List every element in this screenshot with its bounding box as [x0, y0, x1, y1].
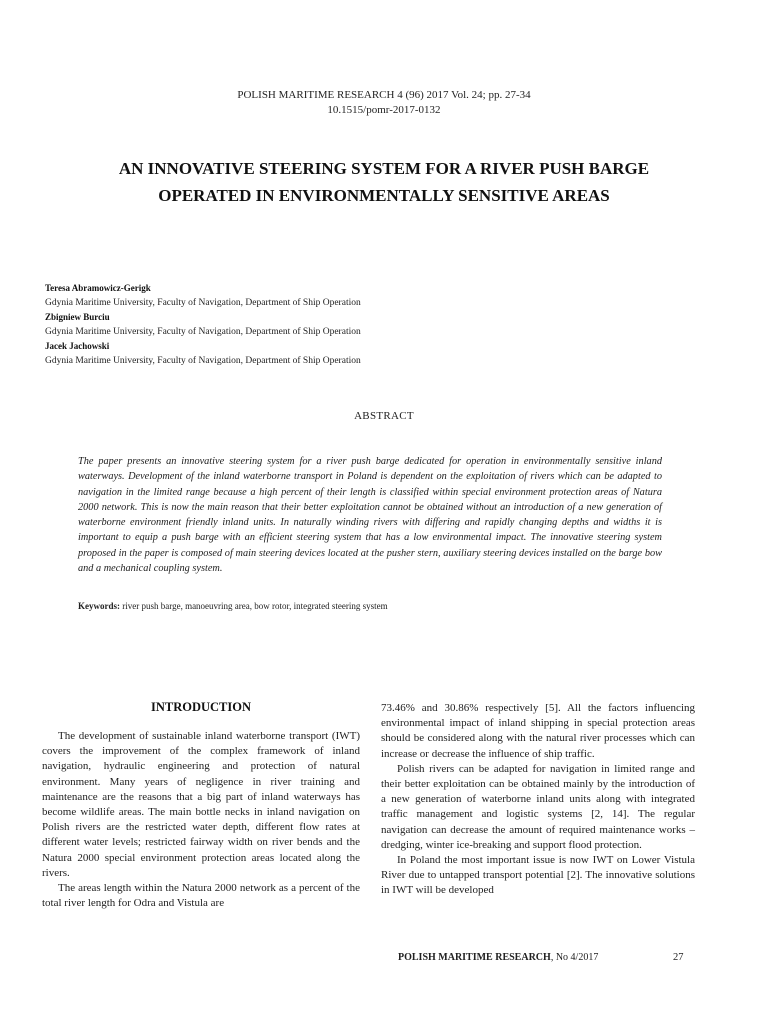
page-footer	[398, 952, 598, 963]
author-name: Teresa Abramowicz-Gerigk	[45, 283, 151, 293]
abstract-text: The paper presents an innovative steering system for a river push barge dedicated for operation in environmentally sensitive inland waterways. Development of the inland waterborne transport in Poland is dependent on the exploitation of rivers which can be adapted to navigation in the limited range because a high percent of their length is classified within special environment protection areas of Natura 2000 network. This is now the main reason that their better exploitation cannot be obtained without an introduction of a new generation of waterborne environment friendly inland units. In naturally winding rivers with differing and rapidly changing depths and widths it is important to equip a push barge with an efficient steering system that has a low environmental impact. The innovative steering system proposed in the paper is composed of main steering devices located at the pusher stern, auxiliary steering devices installed on the barge bow and a mechanical coupling system.	[78, 456, 662, 575]
footer-issue: , No 4/2017	[550, 952, 599, 963]
journal-citation: POLISH MARITIME RESEARCH 4 (96) 2017 Vol. 24; pp. 27-34	[237, 89, 531, 101]
journal-header	[0, 88, 768, 118]
body-paragraph: 73.46% and 30.86% respectively [5]. All the factors influencing environmental impact of inland shipping in special protection areas should be considered along with the natural river processes which can increase or decrease the influence of ship traffic.	[381, 702, 695, 760]
keywords-label: Keywords:	[78, 601, 120, 611]
keywords	[78, 601, 678, 611]
footer-journal: POLISH MARITIME RESEARCH	[398, 952, 551, 963]
author-affiliation: Gdynia Maritime University, Faculty of Navigation, Department of Ship Operation	[45, 355, 361, 366]
keywords-text: river push barge, manoeuvring area, bow rotor, integrated steering system	[120, 601, 388, 611]
body-column-left	[42, 729, 360, 911]
author-name: Jacek Jachowski	[45, 341, 110, 351]
title-line: AN INNOVATIVE STEERING SYSTEM FOR A RIVER PUSH BARGE	[118, 159, 650, 178]
author-list	[45, 281, 645, 368]
body-paragraph: The areas length within the Natura 2000 network as a percent of the total river length for Odra and Vistula are	[42, 882, 360, 910]
author	[45, 339, 645, 368]
page-number: 27	[673, 952, 684, 963]
author-affiliation: Gdynia Maritime University, Faculty of Navigation, Department of Ship Operation	[45, 326, 361, 337]
author-affiliation: Gdynia Maritime University, Faculty of Navigation, Department of Ship Operation	[45, 297, 361, 308]
body-paragraph: The development of sustainable inland waterborne transport (IWT) covers the improvement of the complex framework of inland navigation, hydraulic engineering and protection of natural environment. Many years of negligence in river training and maintenance are the reasons that a big part of inland waterways has become wildlife areas. The main bottle necks in inland navigation on Polish rivers are the restricted water depth, different flow rates at different water levels; restricted fairway width on river bends and the Natura 2000 special environment protection areas located along the rivers.	[42, 730, 360, 879]
author	[45, 310, 645, 339]
body-column-right	[381, 701, 695, 899]
body-paragraph: In Poland the most important issue is now IWT on Lower Vistula River due to untapped transport potential [2]. The innovative solutions in IWT will be developed	[381, 854, 695, 897]
author	[45, 281, 645, 310]
title-line: OPERATED IN ENVIRONMENTALLY SENSITIVE AREAS	[158, 186, 610, 205]
section-heading-introduction: INTRODUCTION	[150, 700, 251, 714]
author-name: Zbigniew Burciu	[45, 312, 110, 322]
doi: 10.1515/pomr-2017-0132	[327, 104, 441, 116]
body-paragraph: Polish rivers can be adapted for navigation in limited range and their better exploitation can be obtained mainly by the introduction of a new generation of waterborne inland units along with integrated traffic management and logistic systems [2, 14]. The regular navigation can decrease the amount of required maintenance works – dredging, winter ice-breaking and support flood protection.	[381, 762, 695, 851]
abstract-heading: ABSTRACT	[354, 410, 414, 422]
paper-title	[40, 155, 728, 209]
